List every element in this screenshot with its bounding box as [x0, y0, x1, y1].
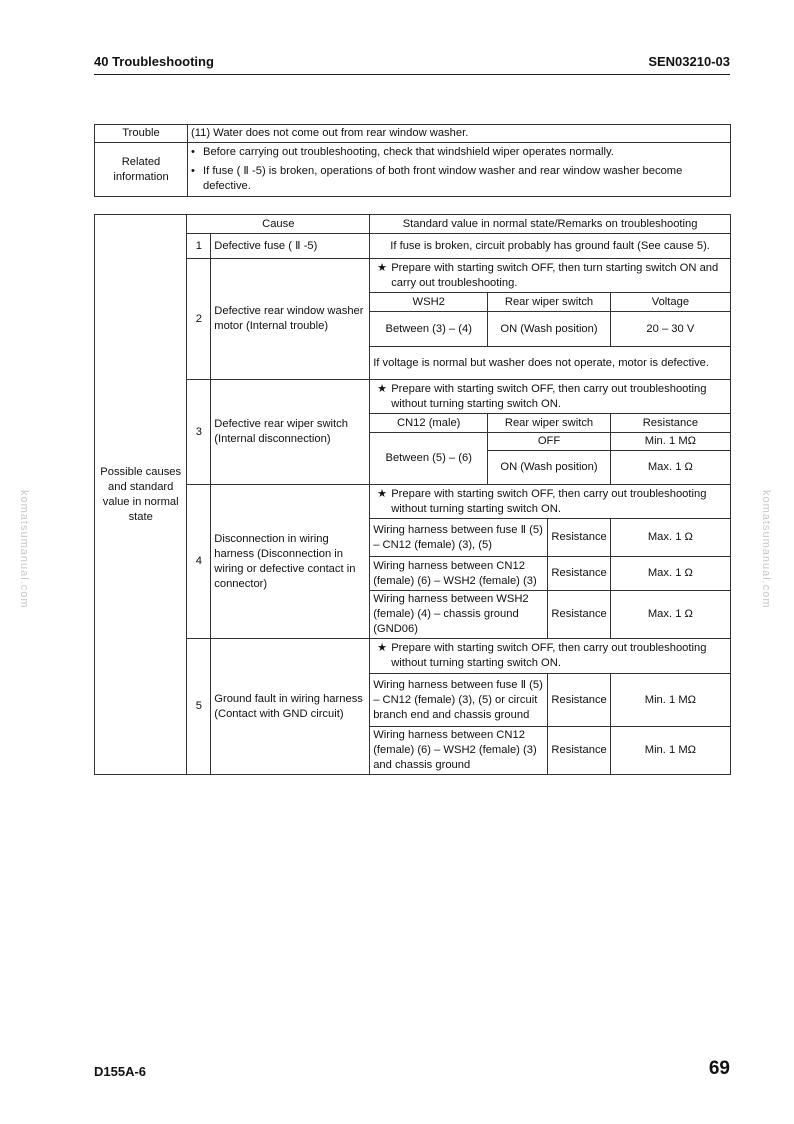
table-header: Voltage [610, 293, 730, 312]
prep-note: Prepare with starting switch OFF, then carry out troubleshooting without turning starting switch ON. [391, 382, 707, 410]
check-type: Resistance [548, 674, 610, 727]
check-type: Resistance [548, 557, 610, 591]
star-icon: ★ [377, 642, 388, 654]
watermark-left: komatsumanual.com [18, 490, 30, 609]
trouble-table [94, 124, 731, 197]
cause-note: If voltage is normal but washer does not operate, motor is defective. [370, 347, 731, 380]
related-info: • Before carrying out troubleshooting, check that windshield wiper operates normally. • If fuse ( Ⅱ -5) is broken, operations of both front window washer and rear window washer become defective. [188, 143, 731, 197]
check-type: Resistance [548, 519, 610, 557]
page-number: 69 [708, 1058, 730, 1079]
prep-note: Prepare with starting switch OFF, then carry out troubleshooting without turning starting switch ON. [391, 642, 707, 669]
check-description: Wiring harness between CN12 (female) (6) – WSH2 (female) (3) [370, 557, 548, 591]
table-cell: Between (5) – (6) [370, 433, 488, 485]
table-cell: Min. 1 MΩ [610, 433, 730, 451]
table-cell: 20 – 30 V [610, 312, 730, 347]
prep-note: Prepare with starting switch OFF, then carry out troubleshooting without turning starting switch ON. [391, 487, 707, 515]
cause-name: Defective fuse ( Ⅱ -5) [211, 234, 370, 259]
document-code: SEN03210-03 [648, 54, 730, 69]
table-header: Rear wiper switch [488, 293, 611, 312]
table-header: Resistance [610, 414, 730, 433]
related-info-label: Related information [95, 143, 188, 197]
check-type: Resistance [548, 727, 610, 775]
table-header: WSH2 [370, 293, 488, 312]
column-cause: Cause [187, 215, 370, 234]
star-icon: ★ [377, 382, 388, 395]
watermark-right: komatsumanual.com [760, 490, 772, 609]
model-code: D155A-6 [94, 1064, 147, 1079]
check-description: Wiring harness between CN12 (female) (6) – WSH2 (female) (3) and chassis ground [370, 727, 548, 775]
check-description: Wiring harness between fuse Ⅱ (5) – CN12 (female) (3), (5) [370, 519, 548, 557]
cause-name: Defective rear wiper switch (Internal disconnection) [211, 380, 370, 485]
cause-name: Defective rear window washer motor (Internal trouble) [211, 259, 370, 380]
check-type: Resistance [548, 591, 610, 639]
cause-number: 5 [187, 639, 211, 775]
prep-note: Prepare with starting switch OFF, then turn starting switch ON and carry out troubleshooting. [391, 261, 719, 289]
cause-number: 2 [187, 259, 211, 380]
trouble-text: (11) Water does not come out from rear window washer. [188, 125, 731, 143]
trouble-label: Trouble [95, 125, 188, 143]
check-value: Max. 1 Ω [610, 519, 730, 557]
possible-causes-label: Possible causes and standard value in normal state [95, 215, 187, 775]
table-cell: OFF [488, 433, 611, 451]
table-cell: ON (Wash position) [488, 312, 611, 347]
cause-number: 3 [187, 380, 211, 485]
table-cell: ON (Wash position) [488, 451, 611, 485]
star-icon: ★ [377, 487, 388, 500]
related-item: If fuse ( Ⅱ -5) is broken, operations of both front window washer and rear window washer become defective. [203, 165, 683, 192]
check-value: Min. 1 MΩ [610, 727, 730, 775]
check-description: Wiring harness between WSH2 (female) (4) – chassis ground (GND06) [370, 591, 548, 639]
table-cell: Max. 1 Ω [610, 451, 730, 485]
table-header: CN12 (male) [370, 414, 488, 433]
cause-name: Disconnection in wiring harness (Disconnection in wiring or defective contact in connector) [211, 485, 370, 639]
column-standard-value: Standard value in normal state/Remarks on troubleshooting [370, 215, 731, 234]
check-value: Max. 1 Ω [610, 557, 730, 591]
cause-name: Ground fault in wiring harness (Contact with GND circuit) [211, 639, 370, 775]
check-description: Wiring harness between fuse Ⅱ (5) – CN12 (female) (3), (5) or circuit branch end and chassis ground [370, 674, 548, 727]
check-value: Max. 1 Ω [610, 591, 730, 639]
check-value: Min. 1 MΩ [610, 674, 730, 727]
table-cell: Between (3) – (4) [370, 312, 488, 347]
table-header: Rear wiper switch [488, 414, 611, 433]
cause-number: 4 [187, 485, 211, 639]
section-title: 40 Troubleshooting [94, 54, 214, 69]
cause-remark: If fuse is broken, circuit probably has ground fault (See cause 5). [370, 234, 731, 259]
header-rule [94, 74, 730, 75]
causes-table [94, 214, 731, 775]
cause-number: 1 [187, 234, 211, 259]
star-icon: ★ [377, 261, 388, 274]
related-item: Before carrying out troubleshooting, check that windshield wiper operates normally. [203, 146, 614, 158]
